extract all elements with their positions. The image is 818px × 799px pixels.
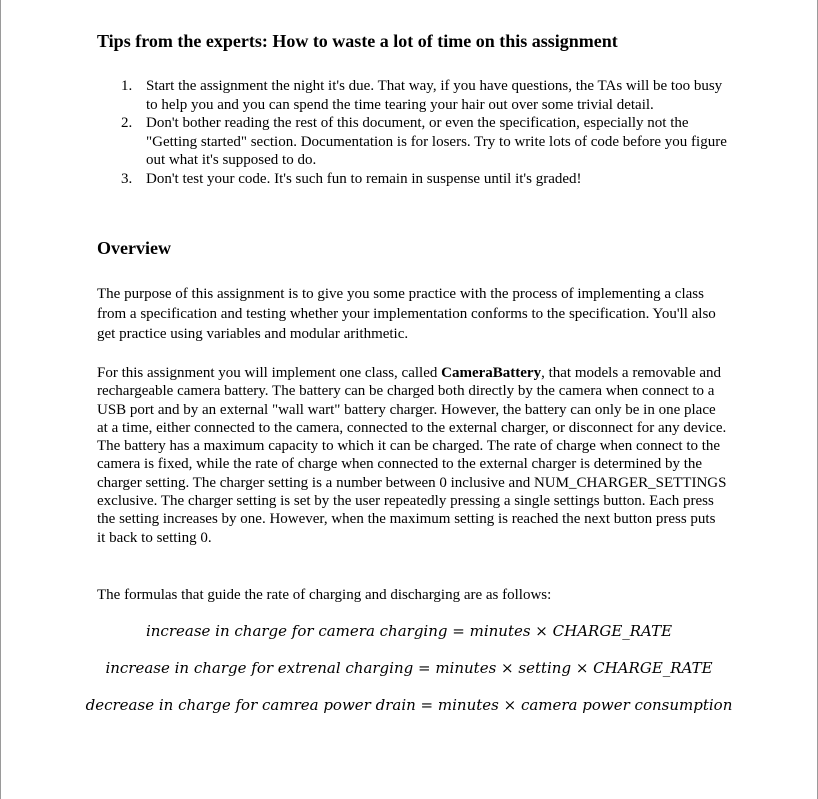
overview-paragraph-formulas-intro: The formulas that guide the rate of charging and discharging are as follows: — [97, 587, 552, 603]
overview-paragraph-description — [97, 364, 727, 547]
list-item-number: 3. — [121, 170, 133, 187]
overview-paragraph-purpose: The purpose of this assignment is to give you some practice with the process of implementing a class from a specification and testing whether your implementation conforms to the specification. You'll also get practice using variables and modular arithmetic. — [97, 286, 716, 342]
tips-heading: Tips from the experts: How to waste a lot of time on this assignment — [97, 31, 618, 51]
formula-camera-charging: increase in charge for camera charging = minutes × CHARGE_RATE — [145, 622, 673, 640]
list-item — [97, 114, 727, 170]
list-item-number: 1. — [121, 78, 133, 94]
formula-power-drain: decrease in charge for camrea power drain = minutes × camera power consumption — [85, 696, 733, 714]
formula-external-charging: increase in charge for extrenal charging = minutes × setting × CHARGE_RATE — [105, 659, 713, 677]
paragraph-text-start: For this assignment you will implement one class, called — [97, 365, 442, 381]
overview-heading: Overview — [97, 238, 171, 258]
list-item-text: Don't bother reading the rest of this document, or even the specification, especially not the "Getting started" section. Documentation is for losers. Try to write lots of code before you figure out what it's supposed to do. — [146, 115, 727, 168]
list-item — [97, 170, 727, 189]
list-item — [97, 77, 727, 114]
tips-list — [97, 77, 727, 188]
page-border-left — [0, 0, 1, 799]
list-item-number: 2. — [121, 115, 133, 131]
list-item-text: Start the assignment the night it's due. That way, if you have questions, the TAs will be too busy to help you and you can spend the time tearing your hair out over some trivial detail. — [146, 78, 723, 113]
list-item-text: Don't test your code. It's such fun to remain in suspense until it's graded! — [146, 170, 582, 187]
class-name: CameraBattery — [441, 365, 542, 381]
paragraph-text-end: , that models a removable and rechargeable camera battery. The battery can be charged both directly by the camera when connect to a USB port and by an external "wall wart" battery charger. However, the battery can only be in one place at a time, either connected to the camera, connected to the external charger, or disconnect for any device. The battery has a maximum capacity to which it can be charged. The rate of charge when connect to the camera is fixed, while the rate of charge when connected to the external charger is determined by the charger setting. The charger setting is a number between 0 inclusive and NUM_CHARGER_SETTINGS exclusive. The charger setting is set by the user repeatedly pressing a single settings button. Each press the setting increases by one. However, when the maximum setting is reached the next button press puts it back to setting 0. — [97, 365, 727, 546]
